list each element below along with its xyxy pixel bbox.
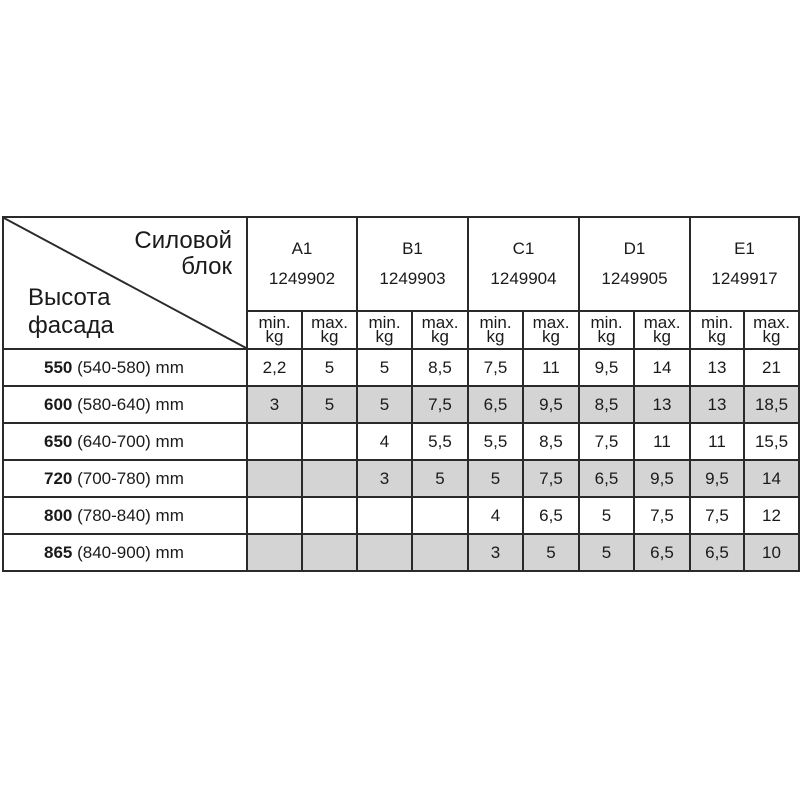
value-cell: 2,2 <box>247 349 302 386</box>
value-cell: 14 <box>744 460 799 497</box>
value-cell: 5,5 <box>468 423 523 460</box>
value-cell: 6,5 <box>579 460 634 497</box>
table-row <box>3 423 799 460</box>
model-header-e1: E1 1249917 <box>690 217 799 311</box>
value-cell: 12 <box>744 497 799 534</box>
facade-height-cell: 650 (640-700) mm <box>3 423 247 460</box>
value-cell: 3 <box>357 460 412 497</box>
facade-height-cell: 800 (780-840) mm <box>3 497 247 534</box>
value-cell: 5 <box>357 386 412 423</box>
max-kg-header: max. kg <box>744 311 799 349</box>
value-cell <box>302 534 357 571</box>
value-cell: 8,5 <box>523 423 579 460</box>
value-cell: 9,5 <box>690 460 744 497</box>
value-cell: 13 <box>690 386 744 423</box>
min-kg-header: min. kg <box>468 311 523 349</box>
value-cell: 13 <box>690 349 744 386</box>
value-cell: 13 <box>634 386 690 423</box>
value-cell: 6,5 <box>468 386 523 423</box>
value-cell: 5 <box>523 534 579 571</box>
value-cell: 3 <box>247 386 302 423</box>
model-header-row <box>3 217 799 311</box>
spec-table <box>2 216 800 572</box>
value-cell <box>412 497 468 534</box>
table-row <box>3 534 799 571</box>
power-unit-label: Силовой блок <box>134 227 232 280</box>
max-kg-header: max. kg <box>302 311 357 349</box>
value-cell <box>302 460 357 497</box>
value-cell <box>247 423 302 460</box>
facade-height-label: Высота фасада <box>28 284 114 339</box>
value-cell: 6,5 <box>634 534 690 571</box>
value-cell: 5,5 <box>412 423 468 460</box>
max-kg-header: max. kg <box>523 311 579 349</box>
facade-height-cell: 600 (580-640) mm <box>3 386 247 423</box>
facade-height-cell: 550 (540-580) mm <box>3 349 247 386</box>
value-cell: 9,5 <box>523 386 579 423</box>
value-cell: 9,5 <box>634 460 690 497</box>
value-cell <box>357 534 412 571</box>
value-cell: 11 <box>523 349 579 386</box>
value-cell: 9,5 <box>579 349 634 386</box>
value-cell: 21 <box>744 349 799 386</box>
value-cell: 5 <box>579 497 634 534</box>
model-header-d1: D1 1249905 <box>579 217 690 311</box>
value-cell: 11 <box>690 423 744 460</box>
model-header-c1: C1 1249904 <box>468 217 579 311</box>
value-cell: 5 <box>357 349 412 386</box>
value-cell: 5 <box>468 460 523 497</box>
facade-height-cell: 865 (840-900) mm <box>3 534 247 571</box>
value-cell: 5 <box>302 349 357 386</box>
value-cell: 3 <box>468 534 523 571</box>
value-cell: 7,5 <box>412 386 468 423</box>
table-row <box>3 349 799 386</box>
value-cell: 7,5 <box>523 460 579 497</box>
value-cell <box>247 497 302 534</box>
model-header-a1: A1 1249902 <box>247 217 357 311</box>
value-cell <box>247 534 302 571</box>
value-cell: 6,5 <box>523 497 579 534</box>
value-cell <box>357 497 412 534</box>
min-kg-header: min. kg <box>247 311 302 349</box>
value-cell: 5 <box>579 534 634 571</box>
value-cell: 5 <box>302 386 357 423</box>
value-cell: 8,5 <box>412 349 468 386</box>
value-cell: 18,5 <box>744 386 799 423</box>
value-cell <box>302 497 357 534</box>
value-cell: 10 <box>744 534 799 571</box>
value-cell: 4 <box>468 497 523 534</box>
max-kg-header: max. kg <box>634 311 690 349</box>
value-cell: 14 <box>634 349 690 386</box>
facade-height-cell: 720 (700-780) mm <box>3 460 247 497</box>
value-cell: 7,5 <box>579 423 634 460</box>
value-cell: 15,5 <box>744 423 799 460</box>
value-cell: 5 <box>412 460 468 497</box>
table-row <box>3 497 799 534</box>
value-cell: 8,5 <box>579 386 634 423</box>
value-cell: 7,5 <box>468 349 523 386</box>
min-kg-header: min. kg <box>690 311 744 349</box>
value-cell: 7,5 <box>634 497 690 534</box>
value-cell: 6,5 <box>690 534 744 571</box>
table-row <box>3 386 799 423</box>
value-cell <box>412 534 468 571</box>
min-kg-header: min. kg <box>579 311 634 349</box>
value-cell: 7,5 <box>690 497 744 534</box>
value-cell <box>247 460 302 497</box>
value-cell <box>302 423 357 460</box>
table-row <box>3 460 799 497</box>
corner-header <box>3 217 247 349</box>
model-header-b1: B1 1249903 <box>357 217 468 311</box>
min-kg-header: min. kg <box>357 311 412 349</box>
value-cell: 11 <box>634 423 690 460</box>
value-cell: 4 <box>357 423 412 460</box>
max-kg-header: max. kg <box>412 311 468 349</box>
